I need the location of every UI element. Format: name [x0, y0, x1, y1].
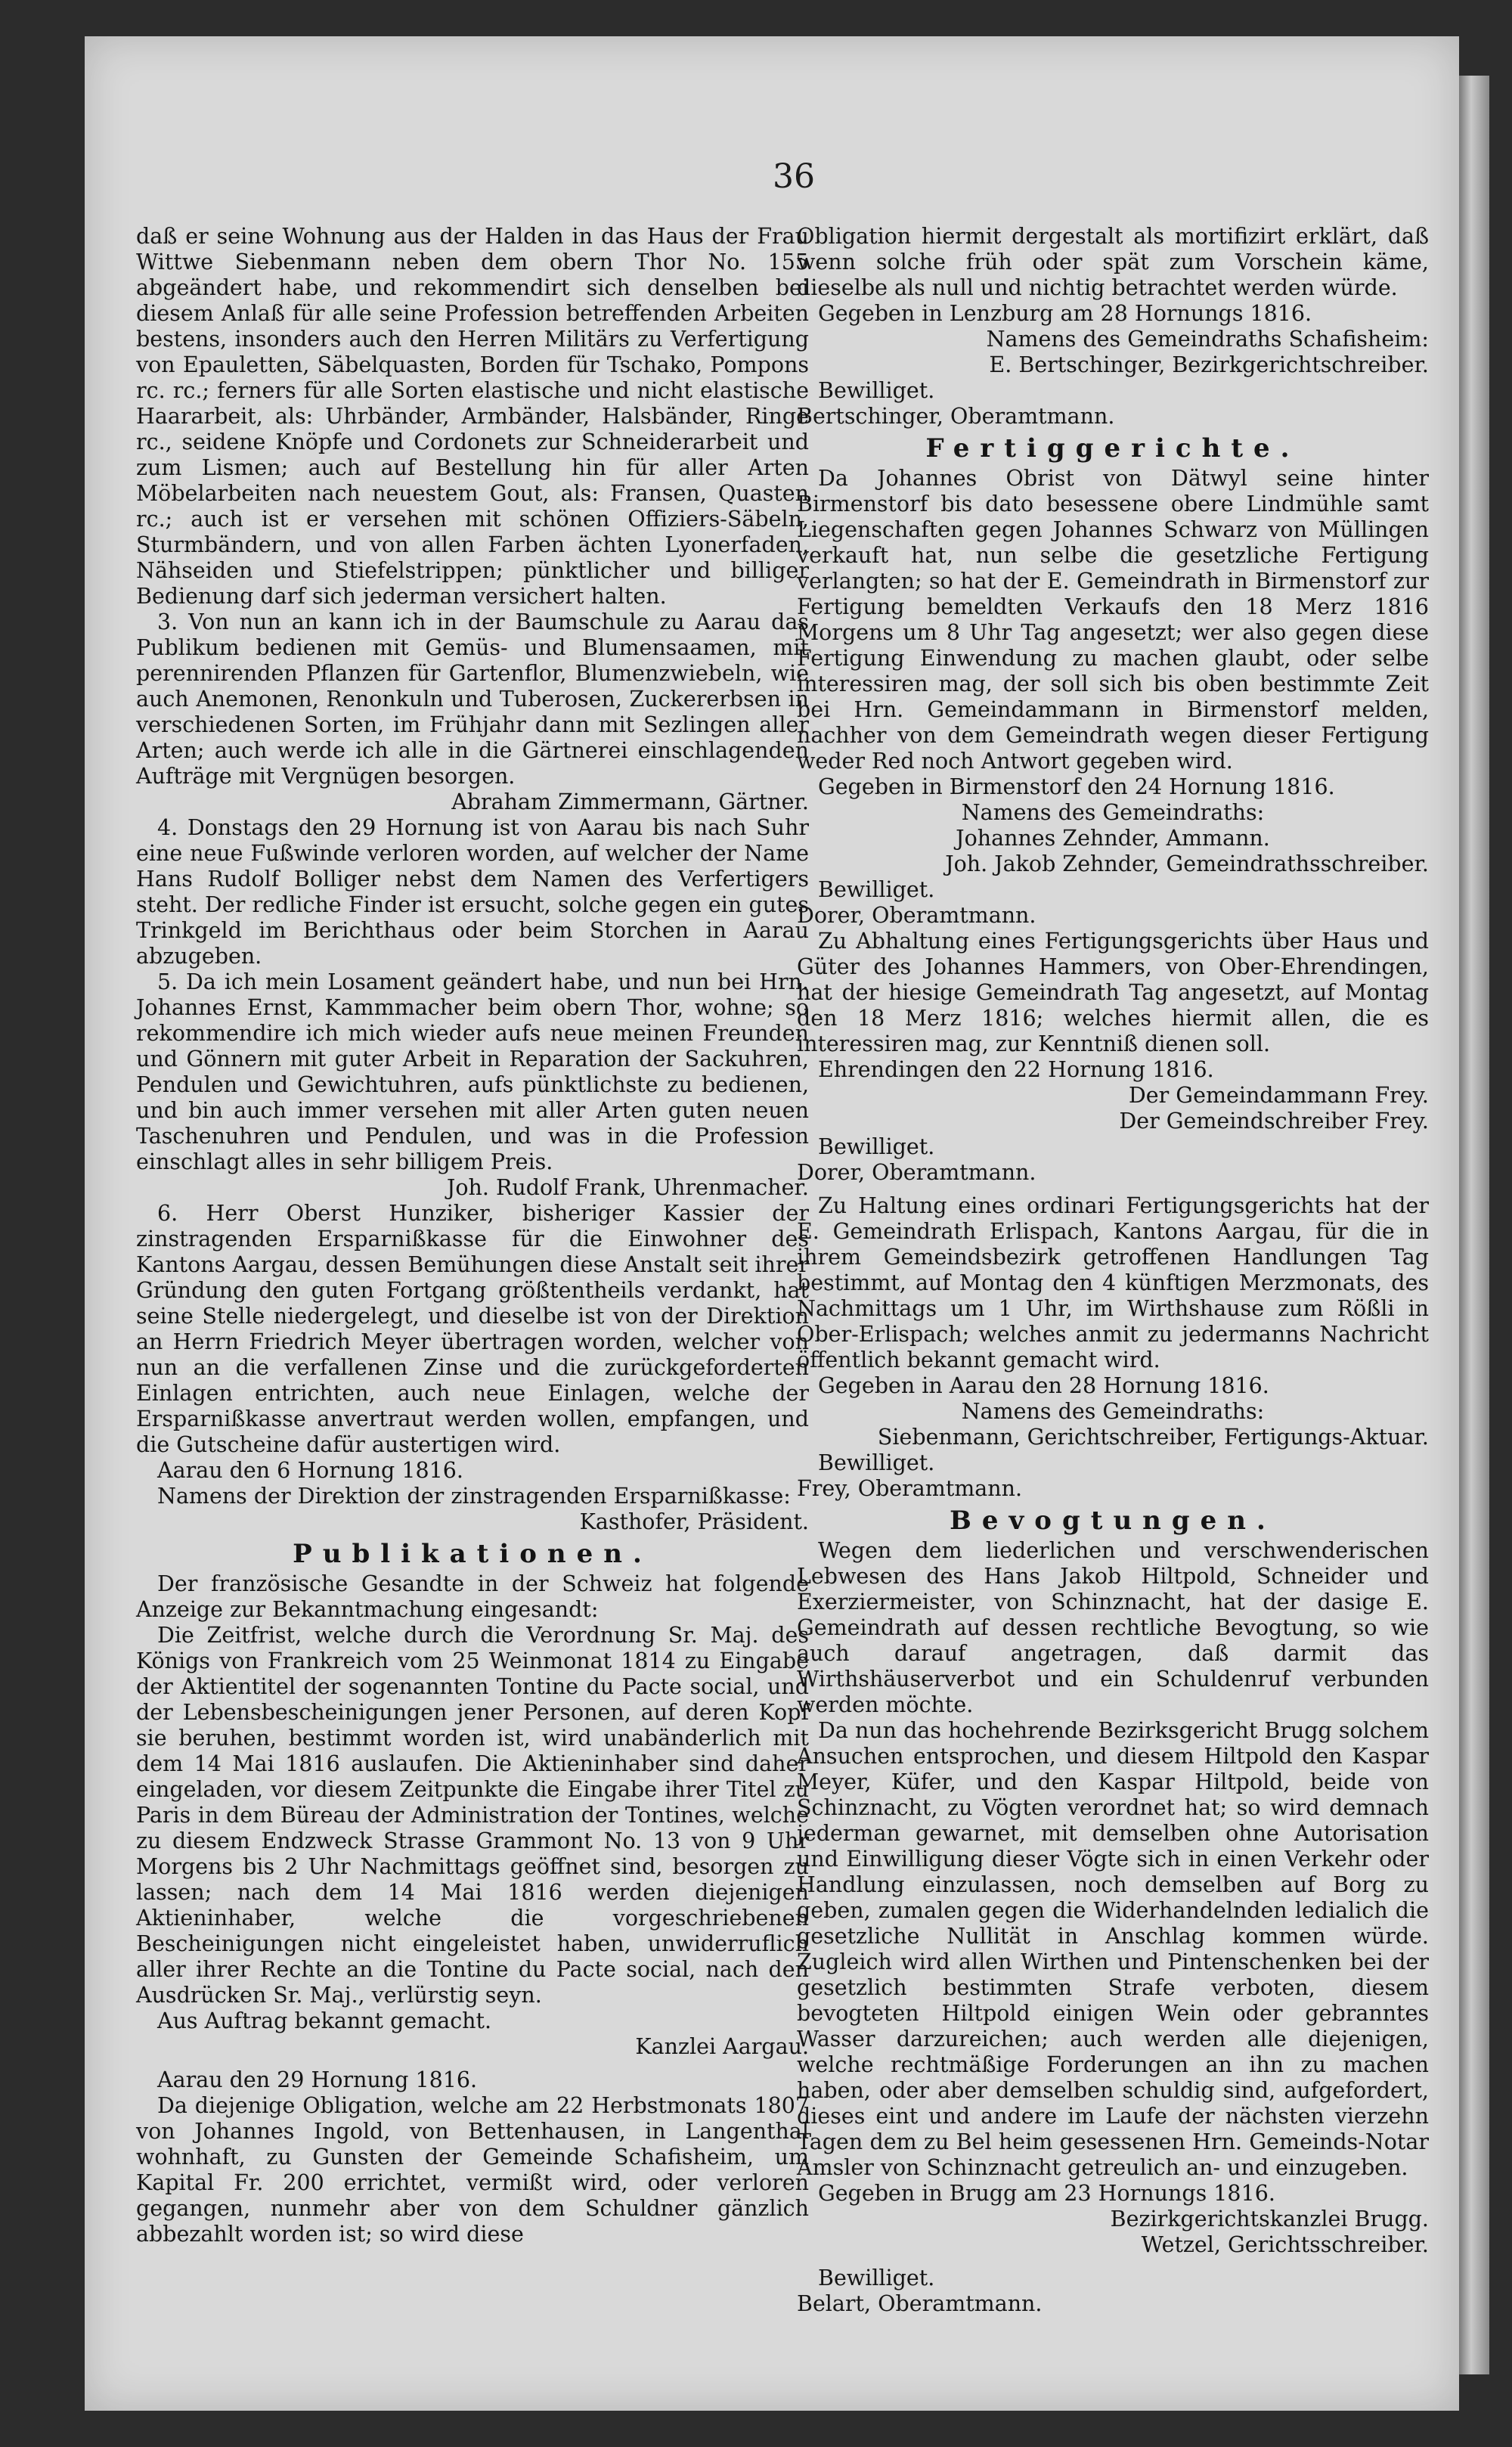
- signature: Joh. Rudolf Frank, Uhrenmacher.: [446, 1175, 809, 1200]
- date-line: Aarau den 6 Hornung 1816.: [157, 1458, 463, 1483]
- notice-paragraph: Da nun das hochehrende Bezirksgericht Brugg solchem Ansuchen entsprochen, und diesem Hiltpold den Kaspar Meyer, Küfer, und den Kaspar Hiltpold, beide von Schinznacht, zu Vögten verordnet hat; so wird demnach jederman gewarnet, mit demselben ohne Autorisation und Einwilligung dieser Vögte sich in einen Verkehr oder Handlung einzulassen, noch demselben auf Borg zu geben, zumalen gegen die Widerhandelnden ledialich die gesetzliche Nullität in Anschlag kommen würde. Zugleich wird allen Wirthen und Pintenschenken bei der gesetzlich bestimmten Strafe verboten, diesem bevogteten Hiltpold einigen Wein oder gebranntes Wasser darzureichen; auch werden alle diejenigen, welche rechtmäßige Forderungen an ihn zu machen haben, oder aber demselben schuldig sind, aufgefordert, dieses eint und andere im Laufe der nächsten vierzehn Tagen dem zu Bel heim gesessenen Hrn. Gemeinds-Notar Amsler von Schinznacht getreulich an- und einzugeben.: [797, 1718, 1429, 2180]
- newspaper-page: [85, 36, 1459, 2411]
- notice-paragraph: daß er seine Wohnung aus der Halden in das Haus der Frau Wittwe Siebenmann neben dem obern Thor No. 155 abgeändert habe, und rekommendirt sich denselben bei diesem Anlaß für alle seine Profession betreffenden Arbeiten bestens, insonders auch den Herren Militärs zu Verfertigung von Epauletten, Säbelquasten, Borden für Tschako, Pompons rc. rc.; ferners für alle Sorten elastische und nicht elastische Haararbeit, als: Uhrbänder, Armbänder, Halsbänder, Ringe rc., seidene Knöpfe und Cordonets zur Schneiderarbeit und zum Lismen; auch auf Bestellung hin für aller Arten Möbelarbeiten nach neuestem Gout, als: Fransen, Quasten rc.; auch ist er versehen mit schönen Offiziers-Säbeln, Sturmbändern, und von allen Farben ächten Lyonerfaden, Nähseiden und Stiefelstrippen; pünktlicher und billiger Bedienung darf sich jederman versichert halten.: [136, 224, 809, 609]
- notice-paragraph: 3. Von nun an kann ich in der Baumschule zu Aarau das Publikum bedienen mit Gemüs- und Blumensaamen, mit perennirenden Pflanzen für Gartenflor, Blumenzwiebeln, wie auch Anemonen, Renonkuln und Tuberosen, Zuckererbsen in verschiedenen Sorten, im Frühjahr dann mit Sezlingen aller Arten; auch werde ich alle in die Gärtnerei einschlagenden Aufträge mit Vergnügen besorgen.: [136, 609, 809, 789]
- official-line: Dorer, Oberamtmann.: [797, 903, 1036, 928]
- signature: E. Bertschinger, Bezirkgerichtschreiber.: [989, 352, 1429, 377]
- section-heading: Fertiggerichte.: [925, 433, 1300, 464]
- signature: Wetzel, Gerichtsschreiber.: [1141, 2232, 1429, 2257]
- signature: Der Gemeindschreiber Frey.: [1119, 1109, 1429, 1134]
- approval-line: Bewilliget.: [818, 1450, 935, 1475]
- notice-paragraph: Da Johannes Obrist von Dätwyl seine hinter Birmenstorf bis dato besessene obere Lindmühle samt Liegenschaften gegen Johannes Schwarz von Müllingen verkauft hat, nun selbe die gesetzliche Fertigung verlangten; so hat der E. Gemeindrath in Birmenstorf zur Fertigung bemeldten Verkaufs den 18 Merz 1816 Morgens um 8 Uhr Tag angesetzt; wer also gegen diese Fertigung Einwendung zu machen glaubt, oder selbe interessiren mag, der soll sich bis oben bestimmte Zeit bei Hrn. Gemeindammann in Birmenstorf melden, nachher von dem Gemeindrath wegen dieser Fertigung weder Red noch Antwort gegeben wird.: [797, 466, 1429, 774]
- section-heading: Bevogtungen.: [950, 1506, 1276, 1536]
- date-line: Gegeben in Aarau den 28 Hornung 1816.: [818, 1373, 1269, 1398]
- signature: Johannes Zehnder, Ammann.: [956, 826, 1270, 851]
- organization-line: Namens des Gemeindraths:: [961, 1399, 1265, 1424]
- notice-paragraph: Zu Abhaltung eines Fertigungsgerichts über Haus und Güter des Johannes Hammers, von Ober-Ehrendingen, hat der hiesige Gemeindrath Tag angesetzt, auf Montag den 18 Merz 1816; welches hiermit allen, die es interessiren mag, zur Kenntniß dienen soll.: [797, 929, 1429, 1056]
- section-heading: Publikationen.: [293, 1539, 652, 1569]
- organization-line: Namens der Direktion der zinstragenden Ersparnißkasse:: [157, 1484, 791, 1509]
- order-line: Aus Auftrag bekannt gemacht.: [157, 2008, 492, 2033]
- signature: Kanzlei Aargau.: [635, 2034, 809, 2059]
- official-line: Dorer, Oberamtmann.: [797, 1160, 1036, 1185]
- official-line: Belart, Oberamtmann.: [797, 2291, 1043, 2316]
- notice-paragraph: 4. Donstags den 29 Hornung ist von Aarau bis nach Suhr eine neue Fußwinde verloren worden, auf welcher der Name Hans Rudolf Bolliger nebst dem Namen des Verfertigers steht. Der redliche Finder ist ersucht, solche gegen ein gutes Trinkgeld im Berichthaus oder beim Storchen in Aarau abzugeben.: [136, 815, 809, 969]
- notice-paragraph: Die Zeitfrist, welche durch die Verordnung Sr. Maj. des Königs von Frankreich vom 25 Weinmonat 1814 zu Eingabe der Aktientitel der sogenannten Tontine du Pacte social, und der Lebensbescheinigungen jener Personen, auf deren Kopf sie beruhen, bestimmt worden ist, wird unabänderlich mit dem 14 Mai 1816 auslaufen. Die Aktieninhaber sind daher eingeladen, vor diesem Zeitpunkte die Eingabe ihrer Titel zu Paris in dem Büreau der Administration der Tontines, welche zu diesem Endzweck Strasse Grammont No. 13 von 9 Uhr Morgens bis 2 Uhr Nachmittags geöffnet sind, besorgen zu lassen; nach dem 14 Mai 1816 werden diejenigen Aktieninhaber, welche die vorgeschriebenen Bescheinigungen nicht eingeleistet haben, unwiderruflich aller ihrer Rechte an die Tontine du Pacte social, nach den Ausdrücken Sr. Maj., verlürstig seyn.: [136, 1623, 809, 2008]
- signature: Siebenmann, Gerichtschreiber, Fertigungs-Aktuar.: [877, 1425, 1429, 1450]
- signature: Joh. Jakob Zehnder, Gemeindrathsschreiber.: [945, 851, 1429, 876]
- date-line: Gegeben in Brugg am 23 Hornungs 1816.: [818, 2181, 1275, 2206]
- notice-paragraph: Zu Haltung eines ordinari Fertigungsgerichts hat der E. Gemeindrath Erlispach, Kantons Aargau, für die in ihrem Gemeindsbezirk getroffenen Handlungen Tag bestimmt, auf Montag den 4 künftigen Merzmonats, des Nachmittags um 1 Uhr, im Wirthshause zum Rößli in Ober-Erlispach; welches anmit zu jedermanns Nachricht öffentlich bekannt gemacht wird.: [797, 1193, 1429, 1372]
- date-line: Aarau den 29 Hornung 1816.: [157, 2067, 478, 2092]
- notice-paragraph: Obligation hiermit dergestalt als mortifizirt erklärt, daß wenn solche früh oder spät zum Vorschein käme, dieselbe als null und nichtig betrachtet werden würde.: [797, 224, 1429, 300]
- organization-line: Namens des Gemeindraths Schafisheim:: [986, 327, 1429, 352]
- date-line: Gegeben in Lenzburg am 28 Hornungs 1816.: [818, 301, 1312, 326]
- page-edge: [1459, 76, 1489, 2374]
- signature: Kasthofer, Präsident.: [579, 1509, 809, 1534]
- signature: Abraham Zimmermann, Gärtner.: [451, 789, 809, 814]
- notice-paragraph: Da diejenige Obligation, welche am 22 Herbstmonats 1807 von Johannes Ingold, von Bettenhausen, in Langenthal wohnhaft, zu Gunsten der Gemeinde Schafisheim, um Kapital Fr. 200 errichtet, vermißt wird, oder verloren gegangen, nunmehr aber von dem Schuldner gänzlich abbezahlt worden ist; so wird diese: [136, 2093, 809, 2247]
- official-line: Frey, Oberamtmann.: [797, 1476, 1023, 1501]
- date-line: Gegeben in Birmenstorf den 24 Hornung 1816.: [818, 774, 1335, 799]
- notice-paragraph: Wegen dem liederlichen und verschwenderischen Lebwesen des Hans Jakob Hiltpold, Schneider und Exerziermeister, von Schinznacht, hat der dasige E. Gemeindrath auf dessen rechtliche Bevogtung, so wie auch darauf angetragen, daß darmit das Wirthshäuserverbot und ein Schuldenruf verbunden werden möchte.: [797, 1538, 1429, 1717]
- official-line: Bertschinger, Oberamtmann.: [797, 404, 1115, 429]
- page-number: 36: [773, 157, 815, 196]
- approval-line: Bewilliget.: [818, 378, 935, 403]
- approval-line: Bewilliget.: [818, 1134, 935, 1159]
- date-line: Ehrendingen den 22 Hornung 1816.: [818, 1057, 1214, 1082]
- right-column: [797, 224, 1429, 2317]
- notice-paragraph: 6. Herr Oberst Hunziker, bisheriger Kassier der zinstragenden Ersparnißkasse für die Einwohner des Kantons Aargau, dessen Bemühungen diese Anstalt seit ihrer Gründung den guten Fortgang größtentheils verdankt, hat seine Stelle niedergelegt, und dieselbe ist von der Direktion an Herrn Friedrich Meyer übertragen worden, welcher von nun an die verfallenen Zinse und die zurückgeforderten Einlagen entrichten, auch neue Einlagen, welche der Ersparnißkasse anvertraut werden wollen, empfangen, und die Gutscheine dafür austertigen wird.: [136, 1201, 809, 1457]
- organization-line: Bezirkgerichtskanzlei Brugg.: [1110, 2207, 1429, 2231]
- approval-line: Bewilliget.: [818, 877, 935, 902]
- signature: Der Gemeindammann Frey.: [1128, 1083, 1429, 1108]
- approval-line: Bewilliget.: [818, 2266, 935, 2290]
- notice-paragraph: 5. Da ich mein Losament geändert habe, und nun bei Hrn. Johannes Ernst, Kammmacher beim obern Thor, wohne; so rekommendire ich mich wieder aufs neue meinen Freunden und Gönnern mit guter Arbeit in Reparation der Sackuhren, Pendulen und Gewichtuhren, aufs pünktlichste zu bedienen, und bin auch immer versehen mit aller Arten guten neuen Taschenuhren und Pendulen, und was in die Profession einschlagt alles in sehr billigem Preis.: [136, 969, 809, 1174]
- notice-paragraph: Der französische Gesandte in der Schweiz hat folgende Anzeige zur Bekanntmachung eingesandt:: [136, 1571, 809, 1622]
- organization-line: Namens des Gemeindraths:: [961, 800, 1265, 825]
- left-column: [136, 224, 809, 2247]
